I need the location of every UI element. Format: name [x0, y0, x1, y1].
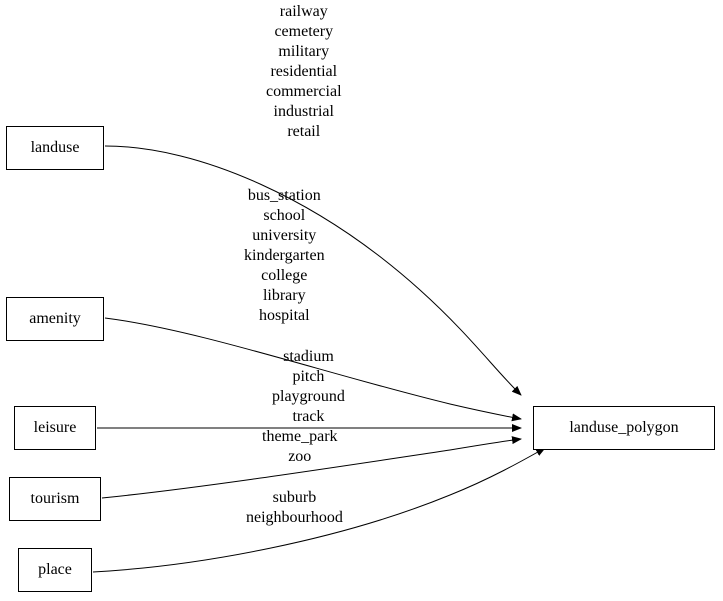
node-landuse-label: landuse: [30, 139, 80, 156]
edge-label-item: theme_park: [262, 428, 338, 445]
node-landuse[interactable]: [6, 126, 104, 170]
edge-label-item: residential: [270, 63, 338, 80]
edge-label-item: retail: [287, 123, 321, 140]
edge-label-tourism: [262, 427, 338, 467]
node-tourism[interactable]: [9, 477, 101, 521]
edge-label-item: playground: [272, 388, 345, 405]
node-leisure-label: leisure: [33, 419, 77, 436]
edge-label-item: zoo: [288, 448, 312, 465]
edge-label-item: bus_station: [247, 187, 321, 204]
edge-label-item: neighbourhood: [246, 509, 343, 526]
node-landuse-polygon[interactable]: [533, 406, 715, 450]
node-landuse-polygon-label: landuse_polygon: [569, 419, 679, 436]
edge-label-item: college: [261, 267, 308, 284]
node-tourism-label: tourism: [30, 490, 80, 507]
edge-label-item: industrial: [273, 103, 334, 120]
edge-label-item: military: [278, 43, 330, 60]
edge-label-item: university: [252, 227, 317, 244]
edge-label-item: cemetery: [274, 23, 334, 40]
edge-label-item: hospital: [258, 307, 310, 324]
edge-label-leisure: [272, 347, 345, 427]
edge-label-item: stadium: [283, 348, 334, 365]
edge-label-item: commercial: [266, 83, 342, 100]
node-amenity[interactable]: [6, 297, 104, 341]
edge-label-item: school: [263, 207, 306, 224]
edge-label-item: railway: [279, 3, 328, 20]
node-leisure[interactable]: [14, 406, 96, 450]
edge-label-place: [246, 488, 343, 528]
node-place[interactable]: [18, 548, 92, 592]
edge-label-item: track: [292, 408, 325, 425]
edge-label-amenity: [244, 186, 325, 326]
node-amenity-label: amenity: [29, 310, 81, 327]
edge-label-item: pitch: [292, 368, 325, 385]
edge-label-item: suburb: [272, 489, 317, 506]
edge-label-landuse: [266, 2, 342, 142]
edge-label-item: kindergarten: [244, 247, 325, 264]
node-place-label: place: [38, 561, 72, 578]
edge-label-item: library: [262, 287, 306, 304]
